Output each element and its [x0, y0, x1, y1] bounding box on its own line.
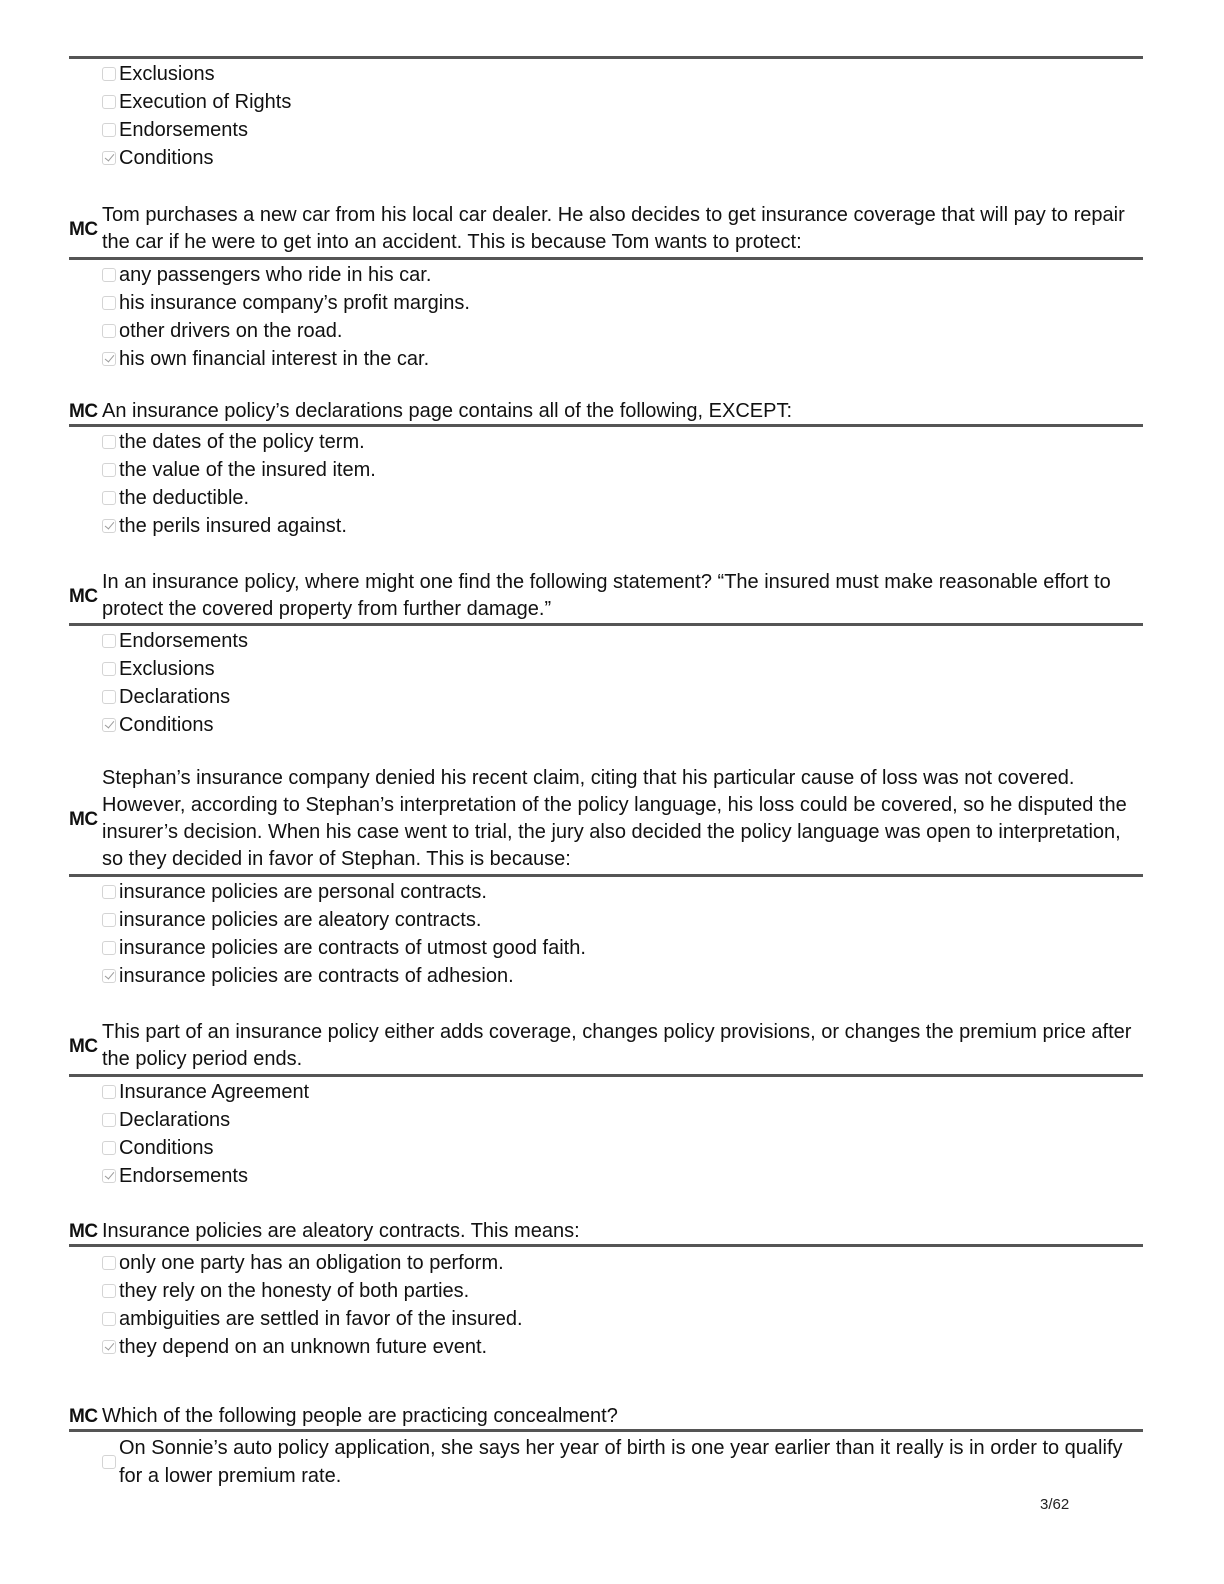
option[interactable]	[102, 60, 1147, 88]
option[interactable]	[102, 484, 1147, 512]
option-label: the value of the insured item.	[119, 459, 376, 481]
option-label: they rely on the honesty of both parties.	[119, 1280, 470, 1302]
question-text: This part of an insurance policy either adds coverage, changes policy provisions, or changes the premium price after the policy period ends.	[102, 1021, 1132, 1070]
option[interactable]	[102, 962, 1147, 990]
checkbox-icon[interactable]	[102, 324, 116, 338]
option-label: Conditions	[119, 1137, 214, 1159]
checkmark-icon[interactable]	[102, 1169, 116, 1183]
option[interactable]	[102, 1134, 1147, 1162]
option[interactable]	[102, 878, 1147, 906]
divider	[69, 1244, 1143, 1247]
option-label: only one party has an obligation to perform.	[119, 1252, 504, 1274]
option-label: Endorsements	[119, 630, 248, 652]
question-text: Which of the following people are practicing concealment?	[102, 1405, 618, 1427]
option-label: his own financial interest in the car.	[119, 348, 430, 370]
option[interactable]	[102, 1249, 1147, 1277]
divider	[69, 1429, 1143, 1432]
checkbox-icon[interactable]	[102, 634, 116, 648]
checkbox-icon[interactable]	[102, 1284, 116, 1298]
option[interactable]	[102, 934, 1147, 962]
checkmark-icon[interactable]	[102, 1340, 116, 1354]
option-label: Conditions	[119, 147, 214, 169]
option[interactable]	[102, 261, 1147, 289]
option[interactable]	[102, 428, 1147, 456]
question-text: Stephan’s insurance company denied his recent claim, citing that his particular cause of loss was not covered. However, according to Stephan’s interpretation of the policy language, his loss could be covered, so he disputed the insurer’s decision. When his case went to trial, the jury also decided the policy language was open to interpretation, so they decided in favor of Stephan. This is because:	[102, 767, 1127, 870]
checkbox-icon[interactable]	[102, 913, 116, 927]
question	[69, 398, 1147, 425]
divider	[69, 1074, 1143, 1077]
checkmark-icon[interactable]	[102, 151, 116, 165]
option[interactable]	[102, 627, 1147, 655]
option-label: they depend on an unknown future event.	[119, 1336, 488, 1358]
checkbox-icon[interactable]	[102, 296, 116, 310]
option[interactable]	[102, 512, 1147, 540]
option-label: Endorsements	[119, 119, 248, 141]
option-label: On Sonnie’s auto policy application, she says her year of birth is one year earlier than it really is in order to qualify for a lower premium rate.	[119, 1437, 1123, 1487]
option-label: Exclusions	[119, 63, 215, 85]
option[interactable]	[102, 1162, 1147, 1190]
checkmark-icon[interactable]	[102, 352, 116, 366]
option[interactable]	[102, 655, 1147, 683]
option-label: the deductible.	[119, 487, 250, 509]
divider	[69, 874, 1143, 877]
option-label: the dates of the policy term.	[119, 431, 365, 453]
option-label: Insurance Agreement	[119, 1081, 310, 1103]
option[interactable]	[102, 906, 1147, 934]
option-label: Conditions	[119, 714, 214, 736]
option-label: Declarations	[119, 1109, 231, 1131]
option[interactable]	[102, 711, 1147, 739]
option-label: insurance policies are contracts of utmost good faith.	[119, 937, 586, 959]
option[interactable]	[102, 456, 1147, 484]
question-type-marker: MC	[69, 1221, 98, 1242]
divider	[69, 623, 1143, 626]
option-label: any passengers who ride in his car.	[119, 264, 432, 286]
checkbox-icon[interactable]	[102, 885, 116, 899]
option[interactable]	[102, 1078, 1147, 1106]
question-type-marker: MC	[69, 1035, 98, 1057]
divider	[69, 424, 1143, 427]
checkbox-icon[interactable]	[102, 1141, 116, 1155]
option[interactable]	[102, 1333, 1147, 1361]
checkmark-icon[interactable]	[102, 519, 116, 533]
question-text: Tom purchases a new car from his local car dealer. He also decides to get insurance coverage that will pay to repair the car if he were to get into an accident. This is because Tom wants to protect:	[102, 204, 1125, 253]
option-label: insurance policies are personal contracts.	[119, 881, 487, 903]
checkmark-icon[interactable]	[102, 969, 116, 983]
divider	[69, 56, 1143, 59]
option[interactable]	[102, 88, 1147, 116]
question	[69, 765, 1147, 873]
question	[69, 1218, 1147, 1245]
checkbox-icon[interactable]	[102, 123, 116, 137]
question-text: Insurance policies are aleatory contracts. This means:	[102, 1220, 580, 1242]
question-type-marker: MC	[69, 218, 98, 240]
checkbox-icon[interactable]	[102, 690, 116, 704]
question-type-marker: MC	[69, 1406, 98, 1427]
question-type-marker: MC	[69, 401, 98, 422]
page-number: 3/62	[1040, 1496, 1070, 1513]
checkbox-icon[interactable]	[102, 268, 116, 282]
checkbox-icon[interactable]	[102, 463, 116, 477]
option[interactable]	[102, 345, 1147, 373]
option[interactable]	[102, 1106, 1147, 1134]
checkbox-icon[interactable]	[102, 1312, 116, 1326]
question-type-marker: MC	[69, 808, 98, 830]
option-label: Endorsements	[119, 1165, 248, 1187]
checkbox-icon[interactable]	[102, 941, 116, 955]
checkbox-icon[interactable]	[102, 1256, 116, 1270]
question-text: In an insurance policy, where might one find the following statement? “The insured must make reasonable effort to protect the covered property from further damage.”	[102, 571, 1111, 620]
option[interactable]	[102, 144, 1147, 172]
option-label: ambiguities are settled in favor of the insured.	[119, 1308, 523, 1330]
option[interactable]	[102, 1277, 1147, 1305]
question	[69, 1403, 1147, 1430]
option-label: the perils insured against.	[119, 515, 347, 537]
option[interactable]	[102, 289, 1147, 317]
option[interactable]	[102, 1305, 1147, 1333]
divider	[69, 257, 1143, 260]
option-label: his insurance company’s profit margins.	[119, 292, 470, 314]
question	[69, 1019, 1147, 1073]
checkbox-icon[interactable]	[102, 1085, 116, 1099]
checkbox-icon[interactable]	[102, 1113, 116, 1127]
checkbox-icon[interactable]	[102, 662, 116, 676]
question-text: An insurance policy’s declarations page contains all of the following, EXCEPT:	[102, 400, 793, 422]
option-label: Execution of Rights	[119, 91, 292, 113]
checkbox-icon[interactable]	[102, 95, 116, 109]
option[interactable]	[102, 116, 1147, 144]
option-label: Exclusions	[119, 658, 215, 680]
checkmark-icon[interactable]	[102, 718, 116, 732]
checkbox-icon[interactable]	[102, 435, 116, 449]
checkbox-icon[interactable]	[102, 491, 116, 505]
option[interactable]	[102, 317, 1147, 345]
option[interactable]	[102, 1434, 1147, 1490]
option-label: insurance policies are contracts of adhesion.	[119, 965, 514, 987]
question-type-marker: MC	[69, 585, 98, 607]
checkbox-icon[interactable]	[102, 1455, 116, 1469]
option-label: Declarations	[119, 686, 231, 708]
question	[69, 202, 1147, 256]
option[interactable]	[102, 683, 1147, 711]
option-label: other drivers on the road.	[119, 320, 343, 342]
question	[69, 569, 1147, 623]
checkbox-icon[interactable]	[102, 67, 116, 81]
option-label: insurance policies are aleatory contracts.	[119, 909, 482, 931]
